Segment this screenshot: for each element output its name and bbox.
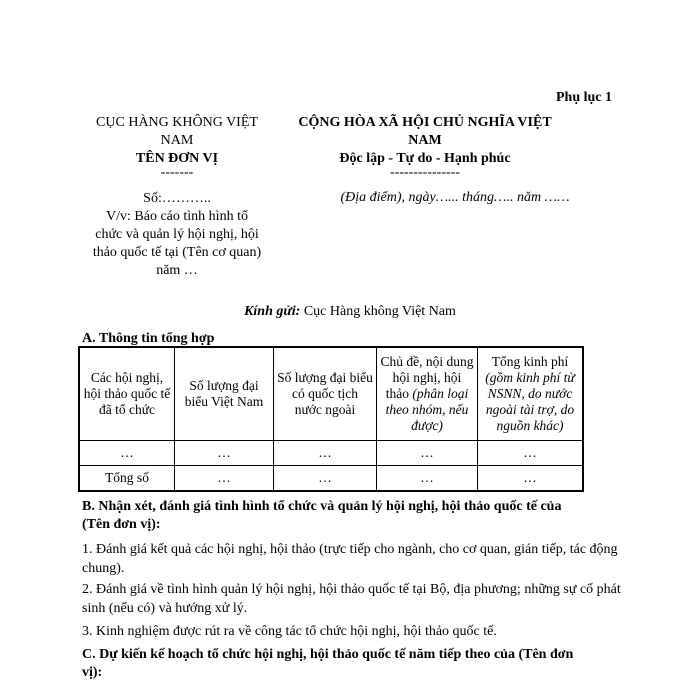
section-c-title-line2: vị): [82, 665, 103, 680]
table-cell: … [274, 441, 377, 466]
subject-line4: năm … [156, 263, 198, 278]
republic-name-line1: CỘNG HÒA XÃ HỘI CHỦ NGHĨA VIỆT [298, 115, 552, 130]
section-c-title-line1: C. Dự kiến kế hoạch tổ chức hội nghị, hội thảo quốc tế năm tiếp theo của (Tên đơn [82, 647, 574, 662]
agency-name-line2: NAM [160, 133, 194, 148]
section-b-title-line2: (Tên đơn vị): [82, 517, 161, 532]
subject-line3: thảo quốc tế tại (Tên cơ quan) [92, 245, 262, 260]
section-b-item1: 1. Đánh giá kết quả các hội nghị, hội thảo (trực tiếp cho ngành, cho cơ quan, gián tiếp, tác động chung). [82, 542, 618, 576]
col-header-budget-text: Tổng kinh phí [491, 354, 569, 369]
recipient-value: Cục Hàng không Việt Nam [300, 304, 456, 319]
table-cell: … [274, 466, 377, 492]
table-cell: … [377, 441, 478, 466]
table-header-row [79, 347, 583, 441]
section-b-title-line1: B. Nhận xét, đánh giá tình hình tổ chức và quản lý hội nghị, hội thảo quốc tế của [82, 499, 562, 514]
col-header-topic-text: Chủ đề, nội dung hội nghị, hội thảo [380, 354, 474, 401]
section-b-item3: 3. Kinh nghiệm được rút ra về công tác tổ chức hội nghị, hội thảo quốc tế. [82, 624, 497, 639]
section-b-title [82, 498, 622, 534]
table-cell: … [478, 441, 584, 466]
table-cell: … [478, 466, 584, 492]
col-header-topic [377, 347, 478, 441]
agency-rule: ------- [160, 165, 194, 180]
col-header-conferences: Các hội nghị, hội thảo quốc tế đã tổ chức [79, 347, 175, 441]
table-row [79, 441, 583, 466]
col-header-topic-note: (phân loại theo nhóm, nếu được) [385, 386, 469, 433]
agency-block [82, 114, 272, 178]
table-cell: … [377, 466, 478, 492]
table-cell-total-label: Tổng số [79, 466, 175, 492]
col-header-budget [478, 347, 584, 441]
col-header-vn-delegates: Số lượng đại biểu Việt Nam [175, 347, 274, 441]
recipient-line [0, 304, 700, 320]
unit-name: TÊN ĐƠN VỊ [135, 151, 219, 166]
place-date: (Địa điểm), ngày…... tháng….. năm …… [340, 190, 570, 205]
table-total-row [79, 466, 583, 492]
subject-line2: chức và quản lý hội nghị, hội [95, 227, 259, 242]
motto: Độc lập - Tự do - Hạnh phúc [339, 151, 511, 166]
subject-line1: V/v: Báo cáo tình hình tổ [106, 209, 248, 224]
agency-name-line1: CỤC HÀNG KHÔNG VIỆT [96, 115, 258, 130]
summary-table [78, 346, 584, 492]
doc-number-block [82, 190, 272, 280]
recipient-label: Kính gửi: [244, 304, 301, 319]
doc-number: Số:……….. [143, 191, 211, 206]
republic-rule: --------------- [390, 165, 460, 180]
col-header-foreign-delegates: Số lượng đại biểu có quốc tịch nước ngoài [274, 347, 377, 441]
appendix-label: Phụ lục 1 [556, 90, 613, 105]
republic-block [280, 114, 570, 178]
table-cell: … [79, 441, 175, 466]
republic-name-line2: NAM [408, 133, 442, 148]
table-cell: … [175, 466, 274, 492]
section-c-title [82, 646, 622, 682]
section-b-item2: 2. Đánh giá về tình hình quản lý hội nghị, hội thảo quốc tế tại Bộ, địa phương; những sự cố phát sinh (nếu có) và hướng xử lý. [82, 582, 621, 616]
table-cell: … [175, 441, 274, 466]
section-a-title: A. Thông tin tổng hợp [82, 331, 215, 346]
col-header-budget-note: (gồm kinh phí từ NSNN, do nước ngoài tài trợ, do nguồn khác) [485, 370, 575, 433]
